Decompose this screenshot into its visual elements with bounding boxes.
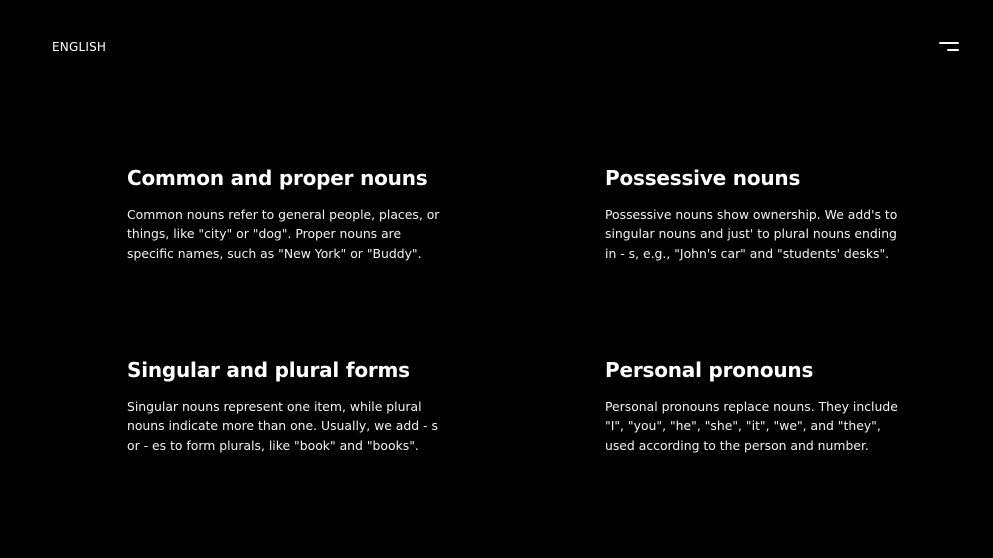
- topic-card-common-proper-nouns: [127, 165, 445, 263]
- topic-title: Possessive nouns: [605, 166, 801, 190]
- topic-card-possessive-nouns: [605, 165, 907, 263]
- menu-bar-bottom: [947, 49, 959, 51]
- topic-title: Personal pronouns: [605, 358, 814, 382]
- hamburger-menu-icon[interactable]: [936, 38, 962, 56]
- topic-description: Possessive nouns show ownership. We add's to singular nouns and just' to plural nouns ending in - s, e.g., "John's car" and "students' desks".: [605, 207, 898, 261]
- topic-card-singular-plural-forms: [127, 357, 445, 455]
- topic-card-personal-pronouns: [605, 357, 907, 455]
- topic-title: Common and proper nouns: [127, 166, 428, 190]
- topic-description: Personal pronouns replace nouns. They include "I", "you", "he", "she", "it", "we", and "they", used according to the person and number.: [605, 399, 898, 453]
- brand-title[interactable]: ENGLISH: [52, 40, 107, 54]
- topic-description: Singular nouns represent one item, while plural nouns indicate more than one. Usually, we add - s or - es to form plurals, like "book" and "books".: [127, 399, 438, 453]
- topic-description: Common nouns refer to general people, places, or things, like "city" or "dog". Proper nouns are specific names, such as "New York" or "Buddy".: [127, 207, 440, 261]
- menu-bar-top: [939, 42, 959, 44]
- topic-title: Singular and plural forms: [127, 358, 410, 382]
